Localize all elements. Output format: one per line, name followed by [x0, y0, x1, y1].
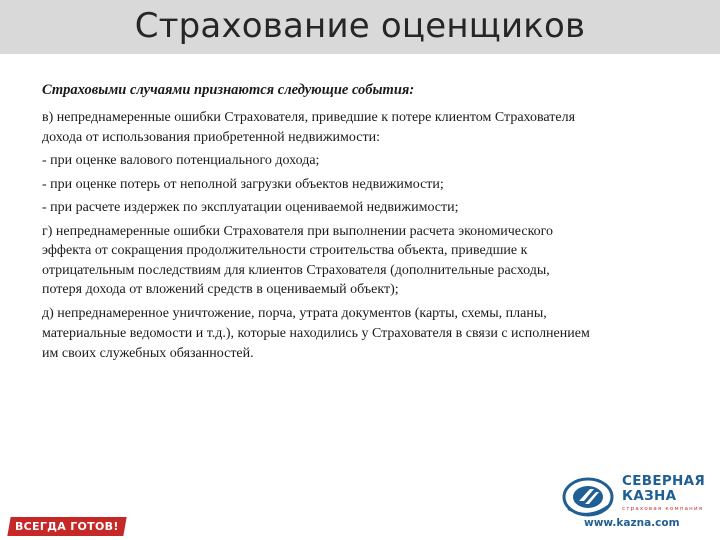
paragraph-d [42, 304, 692, 364]
company-tagline: страховая компания [622, 506, 704, 512]
text-line: в) непреднамеренные ошибки Страхователя, приведшие к потере клиентом Страхователя [42, 110, 576, 125]
text-line: им своих служебных обязанностей. [42, 346, 254, 361]
company-website: www.kazna.com [584, 517, 680, 529]
severnaya-kazna-logo-icon [562, 476, 614, 518]
slide-content [42, 82, 692, 368]
text-line: отрицательным последствиям для клиентов Страхователя (дополнительные расходы, [42, 262, 550, 278]
company-logo [560, 470, 720, 530]
slide-heading: Страховыми случаями признаются следующие события: [42, 82, 415, 98]
text-line: - при оценке валового потенциального дохода; [42, 153, 320, 168]
text-line: эффекта от сокращения продолжительности строительства объекта, приведшие к [42, 243, 528, 258]
list-item [42, 198, 692, 218]
text-line: г) непреднамеренные ошибки Страхователя при выполнении расчета экономического [42, 223, 554, 239]
text-line: д) непреднамеренное уничтожение, порча, утрата документов (карты, схемы, планы, [42, 305, 547, 321]
paragraph-v [42, 108, 692, 147]
list-item [42, 151, 692, 171]
paragraph-g [42, 222, 692, 300]
list-item [42, 175, 692, 195]
company-name-line2: КАЗНА [622, 488, 677, 504]
title-bar [0, 0, 720, 54]
slogan-badge [7, 517, 126, 536]
slide-title: Страхование оценщиков [134, 6, 586, 46]
text-line: потеря дохода от вложений средств в оцениваемый объект); [42, 282, 399, 297]
text-line: материальные ведомости и т.д.), которые находились у Страхователя в связи с исполнением [42, 326, 590, 341]
text-line: - при расчете издержек по эксплуатации оцениваемой недвижимости; [42, 200, 459, 215]
company-name [622, 474, 720, 504]
slogan-text: ВСЕГДА ГОТОВ! [15, 520, 119, 533]
text-line: - при оценке потерь от неполной загрузки объектов недвижимости; [42, 176, 444, 192]
company-name-line1: СЕВЕРНАЯ [622, 473, 706, 489]
text-line: дохода от использования приобретенной недвижимости: [42, 129, 380, 145]
